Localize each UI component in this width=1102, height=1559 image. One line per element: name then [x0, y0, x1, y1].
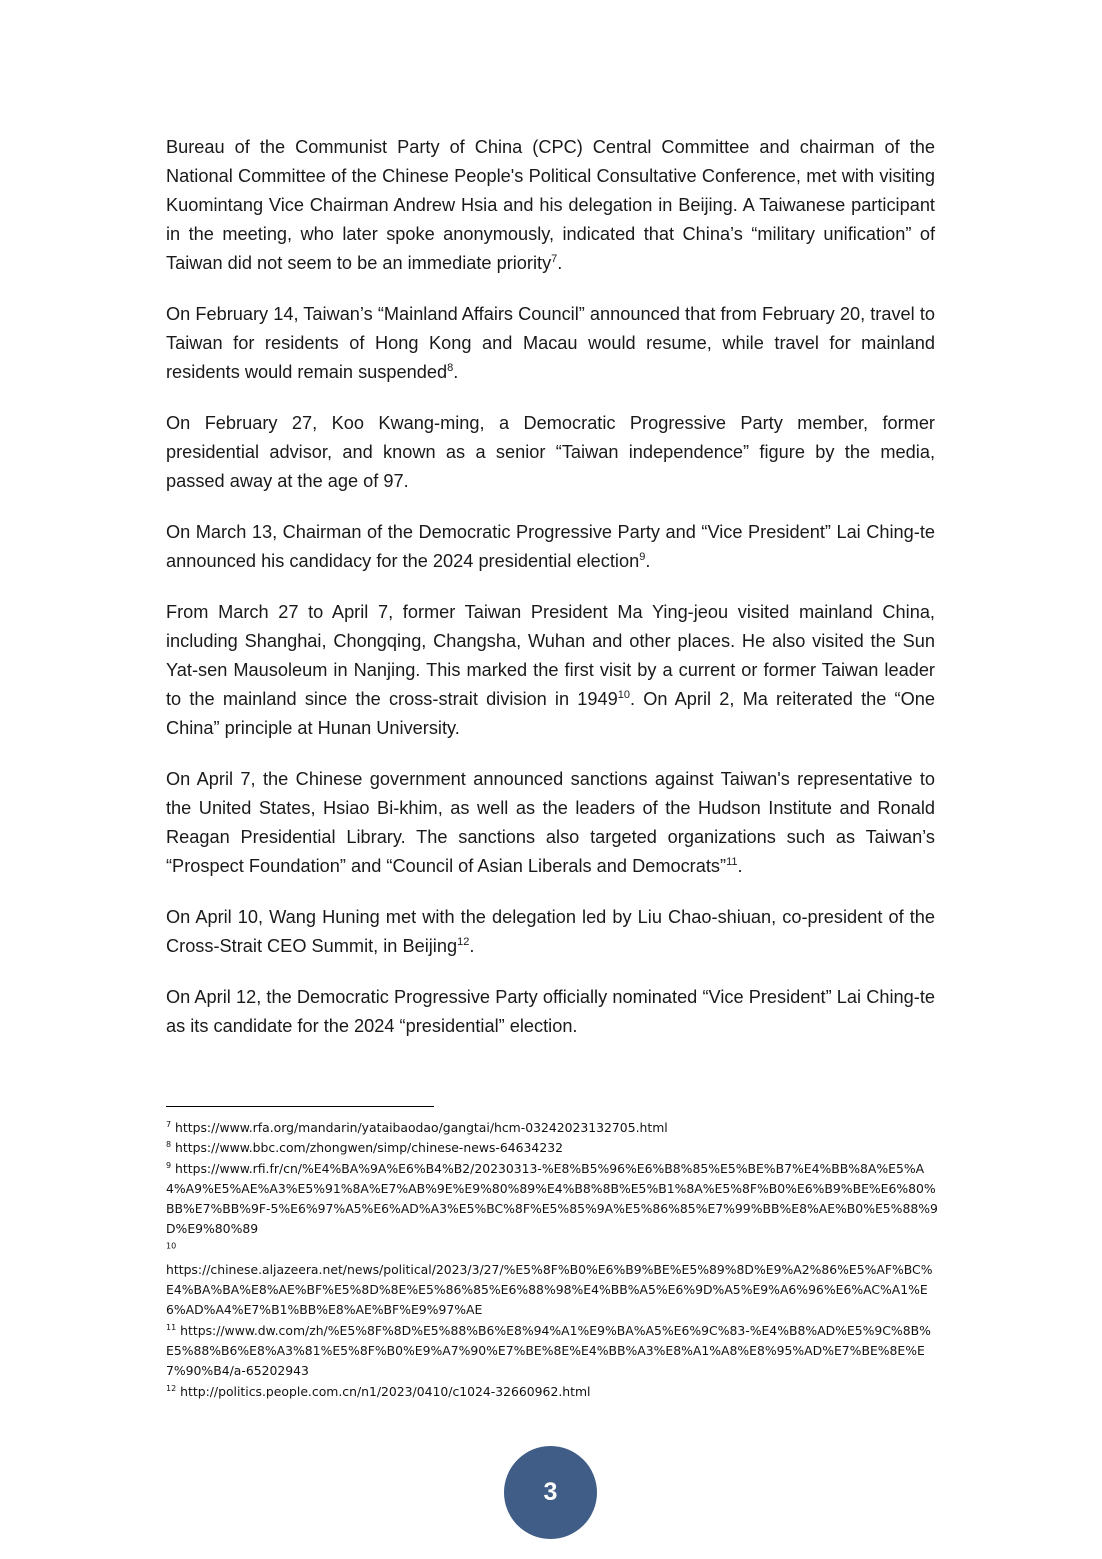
footnote-link[interactable]: https://www.rfa.org/mandarin/yataibaodao/gangtai/hcm-03242023132705.html — [175, 1120, 668, 1135]
footnote-10 — [166, 1260, 938, 1321]
paragraph-feb-14: On February 14, Taiwan’s “Mainland Affairs Council” announced that from February 20, travel to Taiwan for residents of Hong Kong and Macau would resume, while travel for mainland residents would remain suspended$^8$. — [166, 304, 935, 382]
footnote-ref-7[interactable]: 7 — [551, 252, 558, 265]
footnote-link[interactable]: https://www.rfi.fr/cn/%E4%BA%9A%E6%B4%B2/20230313-%E8%B5%96%E6%B8%85%E5%BE%B7%E4%BB%8A%E5%A4%A9%E5%AE%A3%E5%91%8A%E7%AB%9E%E9%80%89%E4%B8%8B%E5%B1%8A%E5%8F%B0%E6%B9%BE%E6%80%BB%E7%BB%9F-5%E6%97%A5%E6%AD%A3%E5%BC%8F%E5%85%9A%E5%86%85%E7%99%BB%E8%AE%B0%E5%88%9D%E9%80%89 — [166, 1160, 938, 1237]
body-text — [166, 133, 935, 1063]
footnote-ref-11[interactable]: 11 — [726, 855, 738, 868]
paragraph-feb-27: On February 27, Koo Kwang-ming, a Democratic Progressive Party member, former presidential advisor, and known as a senior “Taiwan independence” figure by the media, passed away at the age of 97. — [166, 413, 935, 491]
footnote-ref-10[interactable]: 10 — [617, 688, 630, 701]
footnote-number: 9 — [166, 1160, 172, 1170]
paragraph-apr-10: On April 10, Wang Huning met with the delegation led by Liu Chao-shiuan, co-president of the Cross-Strait CEO Summit, in Beijing$^{12}$. — [166, 907, 935, 956]
footnote-ref-8[interactable]: 8 — [447, 361, 454, 374]
footnote-link[interactable]: http://politics.people.com.cn/n1/2023/0410/c1024-32660962.html — [180, 1383, 591, 1399]
footnote-link[interactable]: https://www.dw.com/zh/%E5%8F%8D%E5%88%B6%E8%94%A1%E9%BA%A5%E6%9C%83-%E4%B8%AD%E5%9C%8B%E5%88%B6%E8%A3%81%E5%8F%B0%E9%A7%90%E7%BE%8E%E4%BB%A3%E8%A1%A8%E8%95%AD%E7%BE%8E%E7%90%B4/a-65202943 — [166, 1322, 931, 1379]
footnote-link[interactable]: https://www.bbc.com/zhongwen/simp/chinese-news-64634232 — [175, 1140, 563, 1156]
paragraph-mar-27: From March 27 to April 7, former Taiwan President Ma Ying-jeou visited mainland China, including Shanghai, Chongqing, Changsha, Wuhan and other places. He also visited the Sun Yat-sen Mausoleum in Nanjing. This marked the first visit by a current or former Taiwan leader to the mainland since the cross-strait division in 1949$^{10}$. On April 2, Ma reiterated the “One China” principle at Hunan University. — [166, 602, 935, 738]
paragraph-apr-12: On April 12, the Democratic Progressive Party officially nominated “Vice President” Lai Ching-te as its candidate for the 2024 “presidential” election. — [166, 987, 935, 1036]
footnote-divider — [166, 1106, 434, 1107]
paragraph-mar-13: On March 13, Chairman of the Democratic Progressive Party and “Vice President” Lai Ching-te announced his candidacy for the 2024 presidential election$^9$. — [166, 522, 935, 571]
footnote-number: 8 — [166, 1140, 172, 1150]
footnote-number: 11 — [166, 1322, 177, 1332]
footnote-number: 7 — [166, 1119, 172, 1129]
paragraph-cpc-meeting: Bureau of the Communist Party of China (CPC) Central Committee and chairman of the National Committee of the Chinese People's Political Consultative Conference, met with visiting Kuomintang Vice Chairman Andrew Hsia and his delegation in Beijing. A Taiwanese participant in the meeting, who later spoke anonymously, indicated that China’s “military unification” of Taiwan did not seem to be an immediate priority$^7$. — [166, 137, 935, 273]
footnote-9 — [166, 1159, 938, 1240]
footnote-8 — [166, 1138, 938, 1158]
footnote-ref-9[interactable]: 9 — [639, 550, 646, 563]
page-number: 3 — [543, 1478, 558, 1506]
footnote-ref-12[interactable]: 12 — [457, 935, 470, 948]
footnote-10-marker — [166, 1240, 938, 1260]
footnotes — [166, 1118, 938, 1402]
paragraph-apr-7: On April 7, the Chinese government announced sanctions against Taiwan's representative to the United States, Hsiao Bi-khim, as well as the leaders of the Hudson Institute and Ronald Reagan Presidential Library. The sanctions also targeted organizations such as Taiwan’s “Prospect Foundation” and “Council of Asian Liberals and Democrats”$^{11}$. — [166, 769, 935, 876]
footnote-link[interactable]: https://chinese.aljazeera.net/news/political/2023/3/27/%E5%8F%B0%E6%B9%BE%E5%89%8D%E9%A2%86%E5%AF%BC%E4%BA%BA%E8%AE%BF%E5%8D%8E%E5%86%85%E6%88%98%E4%BB%A5%E6%9D%A5%E9%A6%96%E6%AC%A1%E6%AD%A4%E7%B1%BB%E8%AE%BF%E9%97%AE — [166, 1261, 933, 1318]
footnote-7 — [166, 1118, 938, 1138]
footnote-12 — [166, 1382, 938, 1402]
footnote-number: 12 — [166, 1383, 177, 1393]
footnote-11 — [166, 1321, 938, 1382]
footnote-number: 10 — [166, 1241, 177, 1251]
page-number-badge — [504, 1446, 597, 1539]
